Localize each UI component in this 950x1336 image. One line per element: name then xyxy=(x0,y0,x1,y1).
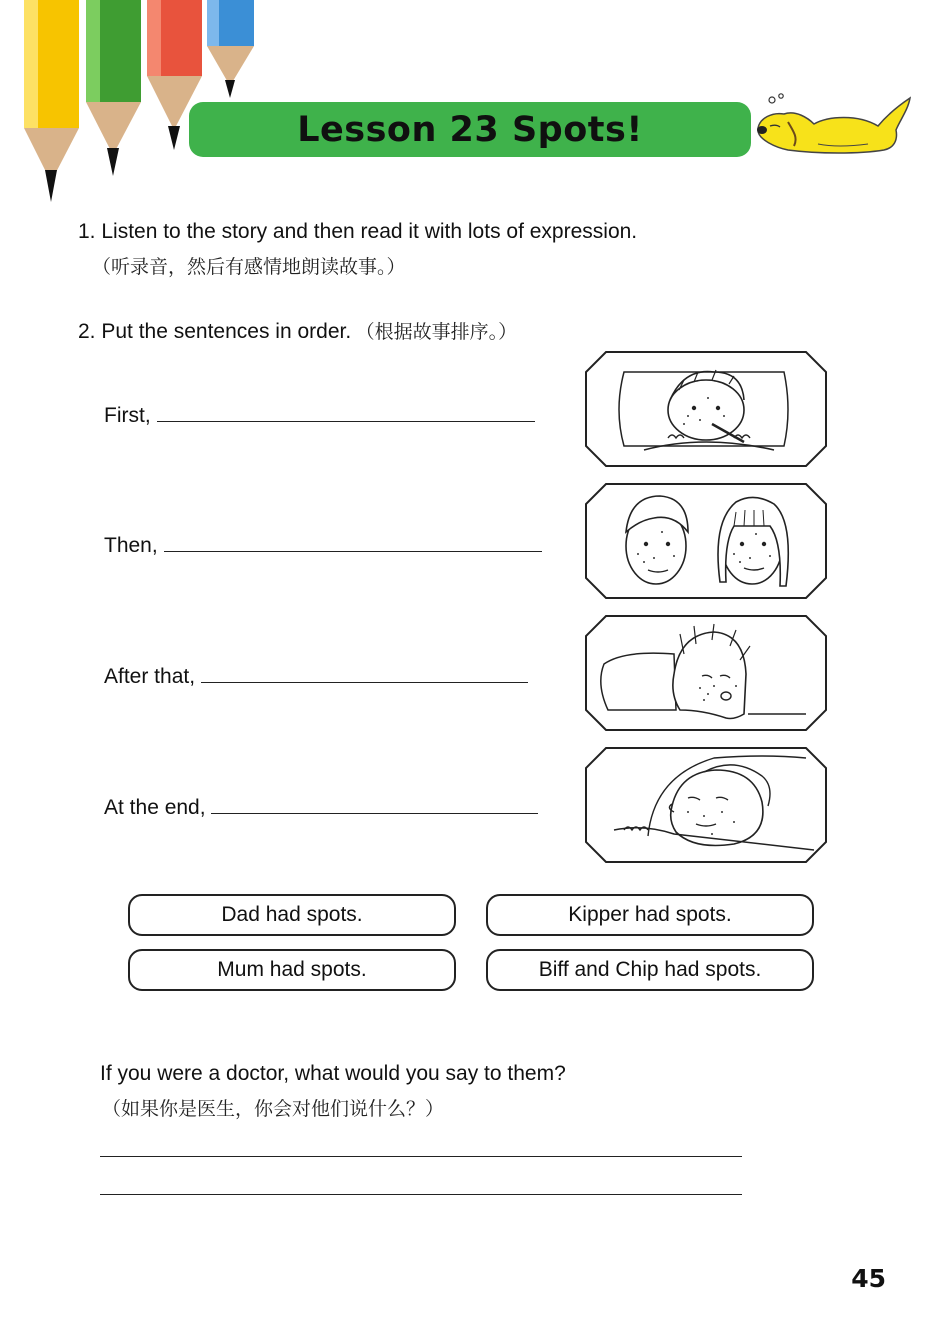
yellow-pencil-icon xyxy=(24,0,79,202)
page-number: 45 xyxy=(851,1264,886,1293)
order-label-after-that: After that, xyxy=(104,665,196,688)
dad-face-icon xyxy=(671,770,763,846)
question-2-chinese: （根据故事排序。） xyxy=(355,321,518,343)
order-line-at-the-end xyxy=(104,795,538,820)
order-line-first xyxy=(104,403,535,428)
answer-blank-first[interactable] xyxy=(157,403,535,422)
dad-in-bed-picture xyxy=(584,746,828,864)
lesson-title-banner xyxy=(189,102,751,157)
question-1-text: 1. Listen to the story and then read it with lots of expression. xyxy=(78,220,638,243)
order-line-after-that xyxy=(104,664,528,689)
option-mum-had-spots[interactable]: Mum had spots. xyxy=(128,949,456,991)
order-label-first: First, xyxy=(104,404,151,427)
answer-blank-at-the-end[interactable] xyxy=(211,795,538,814)
biff-and-chip-picture xyxy=(584,482,828,600)
green-pencil-icon xyxy=(86,0,141,176)
mum-in-bed-picture xyxy=(584,614,828,732)
question-2-heading xyxy=(78,317,517,344)
answer-line-1[interactable] xyxy=(100,1156,742,1157)
blue-pencil-icon xyxy=(207,0,254,98)
option-biff-and-chip-had-spots[interactable]: Biff and Chip had spots. xyxy=(486,949,814,991)
order-label-then: Then, xyxy=(104,534,158,557)
sleeping-dog-icon xyxy=(748,92,920,158)
answer-blank-then[interactable] xyxy=(164,533,542,552)
kipper-in-bed-picture xyxy=(584,350,828,468)
question-3-text: If you were a doctor, what would you say to them? xyxy=(100,1062,566,1085)
option-dad-had-spots[interactable]: Dad had spots. xyxy=(128,894,456,936)
option-kipper-had-spots[interactable]: Kipper had spots. xyxy=(486,894,814,936)
question-2-text: 2. Put the sentences in order. xyxy=(78,320,352,343)
question-1-chinese: （听录音，然后有感情地朗读故事。） xyxy=(92,256,406,278)
answer-line-2[interactable] xyxy=(100,1194,742,1195)
question-3-chinese: （如果你是医生，你会对他们说什么？） xyxy=(102,1098,445,1120)
order-line-then xyxy=(104,533,542,558)
order-label-at-the-end: At the end, xyxy=(104,796,206,819)
answer-blank-after-that[interactable] xyxy=(201,664,528,683)
lesson-title: Lesson 23 Spots! xyxy=(297,109,643,150)
